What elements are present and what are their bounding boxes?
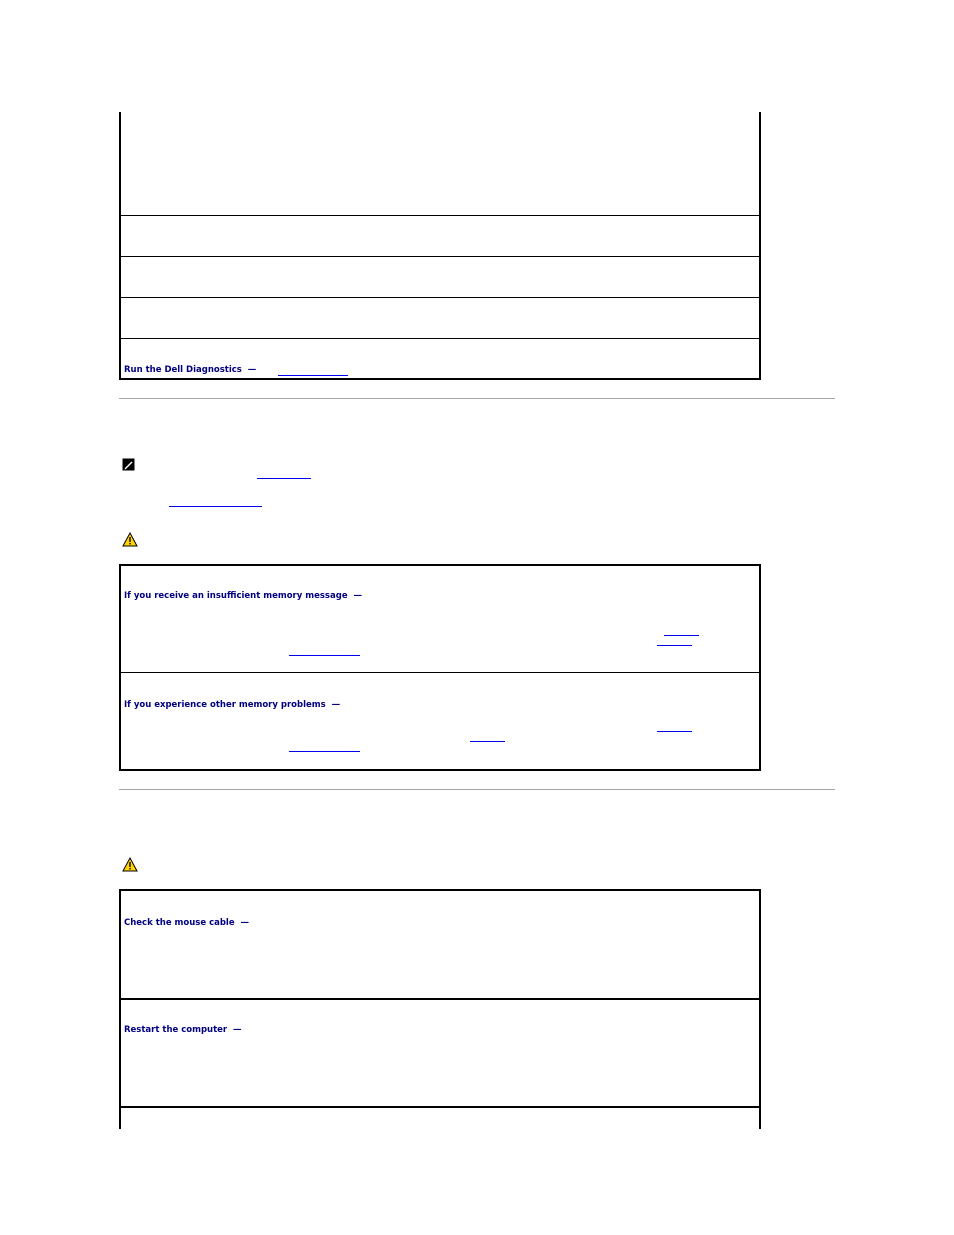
table-row <box>121 998 759 1106</box>
inline-link[interactable] <box>289 655 360 656</box>
memory-link[interactable] <box>169 506 262 507</box>
table-cell <box>121 215 759 256</box>
table-row <box>121 672 759 769</box>
table-row <box>121 566 759 672</box>
table-row <box>121 891 759 998</box>
note-icon <box>122 458 135 471</box>
inline-link[interactable] <box>657 645 692 646</box>
table-cell <box>121 256 759 297</box>
section-divider <box>119 398 835 399</box>
insufficient-memory-label: If you receive an insufficient memory message — <box>124 591 362 601</box>
table-cell <box>121 338 759 378</box>
section-divider <box>119 789 835 790</box>
caution-icon <box>122 857 138 872</box>
table-cell <box>121 297 759 338</box>
inline-link[interactable] <box>657 731 692 732</box>
table-cell <box>121 112 759 215</box>
mouse-problems-table <box>119 889 761 1129</box>
inline-link[interactable] <box>664 635 699 636</box>
caution-icon <box>122 532 138 547</box>
run-diagnostics-label: Run the Dell Diagnostics — <box>124 365 257 375</box>
restart-computer-label: Restart the computer — <box>124 1025 242 1035</box>
troubleshooting-table-top <box>119 112 761 380</box>
note-link[interactable] <box>257 478 311 479</box>
inline-link[interactable] <box>470 741 505 742</box>
other-memory-problems-label: If you experience other memory problems — <box>124 700 341 710</box>
check-mouse-cable-label: Check the mouse cable — <box>124 918 250 928</box>
inline-link[interactable] <box>289 751 360 752</box>
memory-problems-table <box>119 564 761 771</box>
diagnostics-link[interactable] <box>278 375 348 376</box>
table-row <box>121 1106 759 1131</box>
